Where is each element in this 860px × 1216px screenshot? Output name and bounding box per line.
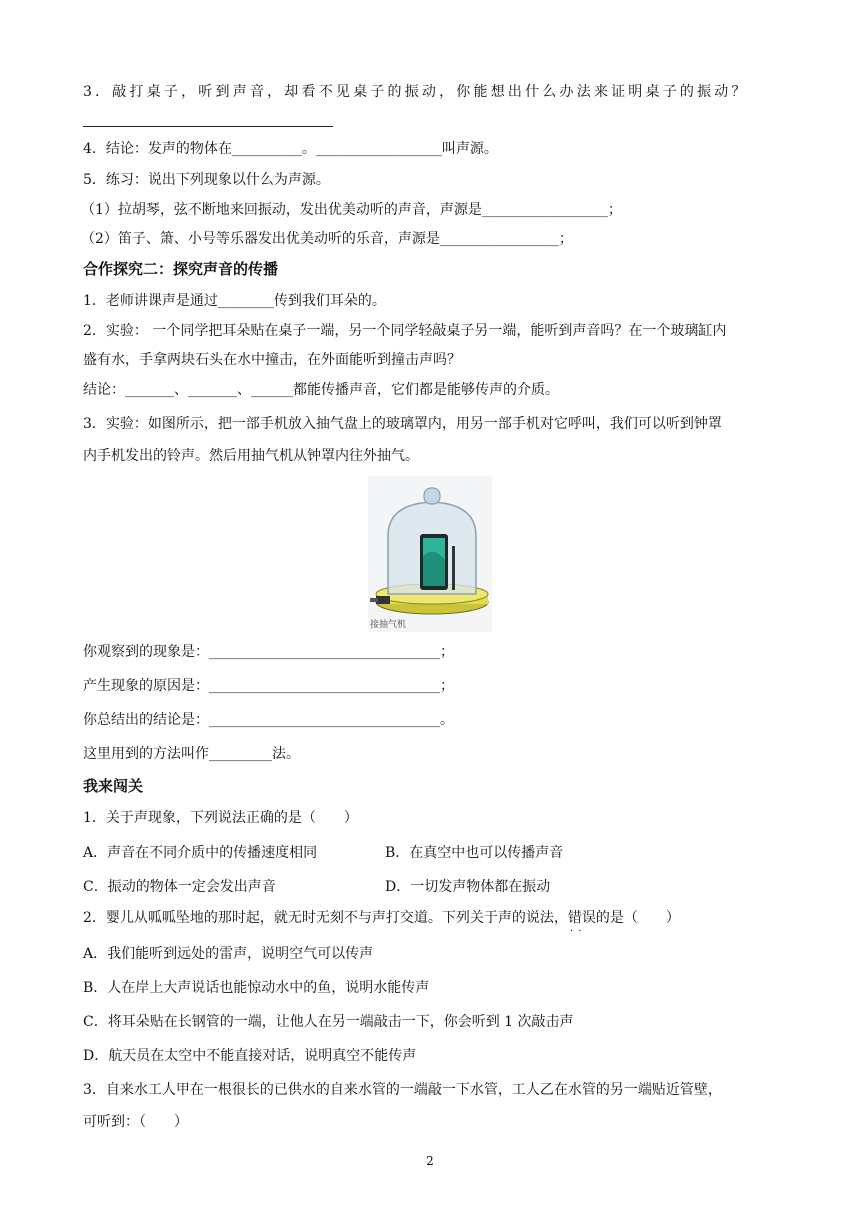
problem-1-option-a: A．声音在不同介质中的传播速度相同 [83, 845, 318, 861]
problem-2-option-a: A．我们能听到远处的雷声，说明空气可以传声 [83, 946, 374, 962]
problem-2-option-b: B．人在岸上大声说话也能惊动水中的鱼，说明水能传声 [83, 980, 430, 996]
problem-3-line1: 3．自来水工人甲在一根很长的已供水的自来水管的一端敲一下水管，工人乙在水管的另一端贴近管壁， [83, 1082, 722, 1098]
method-line: 这里用到的方法叫作_________法。 [83, 746, 300, 762]
question-5-2-text: （2）笛子、箫、小号等乐器发出优美动听的乐音，声源是_________________； [81, 231, 573, 247]
observation-line-3: 你总结出的结论是：_________________________________。 [83, 712, 454, 728]
page-number: 2 [426, 1154, 434, 1168]
figure-label: 接抽气机 [370, 620, 407, 630]
s2-question-3-line2: 内手机发出的铃声。然后用抽气机从钟罩内往外抽气。 [83, 448, 419, 464]
question-5-text: 5．练习：说出下列现象以什么为声源。 [83, 172, 330, 188]
observation-line-2: 产生现象的原因是：_________________________________； [83, 678, 454, 694]
question-5-1-text: （1）拉胡琴，弦不断地来回振动，发出优美动听的声音，声源是__________________； [81, 202, 622, 218]
bell-jar-figure [368, 476, 492, 632]
problem-2-option-c: C．将耳朵贴在长钢管的一端，让他人在另一端敲击一下，你会听到 1 次敲击声 [83, 1014, 574, 1030]
observation-line-1: 你观察到的现象是：_________________________________； [83, 644, 454, 660]
problem-2-stem-pre: 2．婴儿从呱呱坠地的那时起，就无时无刻不与声打交道。下列关于声的说法， [83, 910, 568, 926]
problem-2-stem-post: 的是（ ） [595, 910, 680, 926]
section-title-challenge: 我来闯关 [83, 777, 144, 795]
problem-2-option-d: D．航天员在太空中不能直接对话，说明真空不能传声 [83, 1048, 417, 1064]
s2-question-1: 1．老师讲课声是通过________传到我们耳朵的。 [83, 293, 386, 309]
section-title-explore-2: 合作探究二：探究声音的传播 [83, 260, 279, 278]
s2-question-2-line1: 2．实验： 一个同学把耳朵贴在桌子一端，另一个同学轻敲桌子另一端，能听到声音吗？在一个玻璃缸内 [83, 323, 727, 339]
question-4-text: 4．结论：发声的物体在__________。__________________叫声源。 [83, 141, 498, 157]
question-3-text: 3．敲打桌子，听到声音，却看不见桌子的振动，你能想出什么办法来证明桌子的振动？ [83, 84, 749, 100]
answer-line [83, 126, 333, 127]
bell-jar-illustration [368, 476, 492, 632]
s2-question-2-conclusion: 结论：_______、_______、______都能传播声音，它们都是能够传声的介质。 [83, 382, 559, 398]
problem-3-line2: 可听到：（ ） [83, 1114, 188, 1130]
problem-1-stem: 1．关于声现象，下列说法正确的是（ ） [83, 810, 358, 826]
problem-1-option-c: C．振动的物体一定会发出声音 [83, 879, 276, 895]
problem-1-option-b: B．在真空中也可以传播声音 [385, 845, 564, 861]
problem-2-emphasis: 错误 · · [568, 910, 596, 926]
problem-1-option-d: D．一切发声物体都在振动 [385, 879, 551, 895]
s2-question-3-line1: 3．实验：如图所示，把一部手机放入抽气盘上的玻璃罩内，用另一部手机对它呼叫，我们可以听到钟罩 [83, 416, 722, 432]
s2-question-2-line2: 盛有水，手拿两块石头在水中撞击，在外面能听到撞击声吗？ [83, 352, 461, 368]
problem-2-stem [83, 908, 680, 928]
